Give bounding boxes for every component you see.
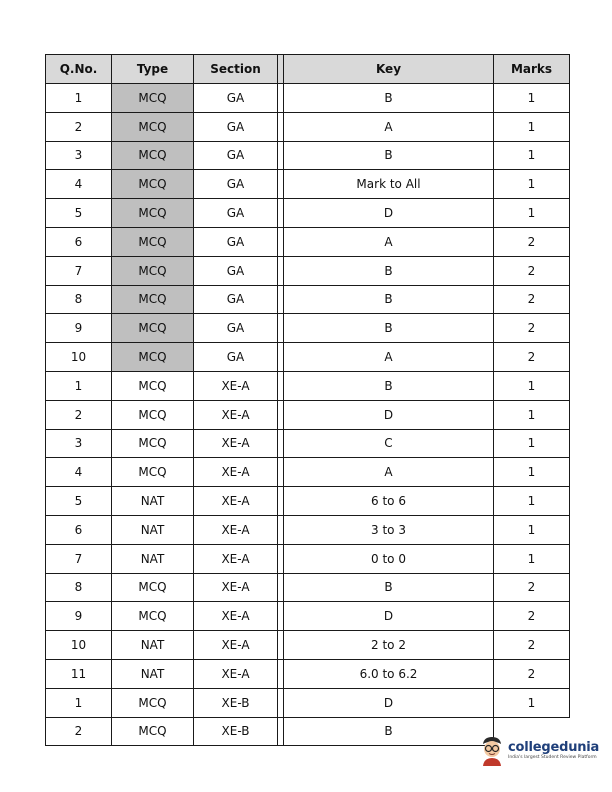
cell-marks: 2 <box>494 343 570 372</box>
cell-key: B <box>284 371 494 400</box>
cell-key: B <box>284 314 494 343</box>
cell-key: B <box>284 141 494 170</box>
cell-type: NAT <box>112 659 194 688</box>
table-row <box>46 371 570 400</box>
cell-section: XE-A <box>194 631 278 660</box>
cell-section: XE-A <box>194 544 278 573</box>
table-row <box>46 515 570 544</box>
cell-qno: 10 <box>46 343 112 372</box>
table-row <box>46 314 570 343</box>
cell-section: XE-A <box>194 458 278 487</box>
cell-type: MCQ <box>112 602 194 631</box>
header-section: Section <box>194 55 278 84</box>
header-type: Type <box>112 55 194 84</box>
cell-section: GA <box>194 199 278 228</box>
cell-marks: 2 <box>494 256 570 285</box>
cell-qno: 9 <box>46 314 112 343</box>
table-row <box>46 429 570 458</box>
cell-section: XE-A <box>194 371 278 400</box>
cell-type: MCQ <box>112 84 194 113</box>
cell-key: A <box>284 227 494 256</box>
cell-section: XE-A <box>194 515 278 544</box>
cell-section: XE-B <box>194 688 278 717</box>
cell-marks: 1 <box>494 688 570 717</box>
cell-key: A <box>284 458 494 487</box>
cell-marks: 2 <box>494 659 570 688</box>
cell-key: D <box>284 400 494 429</box>
cell-qno: 1 <box>46 371 112 400</box>
cell-type: MCQ <box>112 717 194 746</box>
cell-type: MCQ <box>112 688 194 717</box>
cell-marks: 1 <box>494 544 570 573</box>
cell-section: XE-A <box>194 602 278 631</box>
table-row <box>46 544 570 573</box>
cell-marks: 2 <box>494 227 570 256</box>
cell-marks: 1 <box>494 487 570 516</box>
table-row <box>46 256 570 285</box>
cell-type: NAT <box>112 487 194 516</box>
cell-type: MCQ <box>112 371 194 400</box>
cell-key: D <box>284 602 494 631</box>
header-marks: Marks <box>494 55 570 84</box>
cell-key: B <box>284 285 494 314</box>
cell-marks: 1 <box>494 112 570 141</box>
cell-section: GA <box>194 343 278 372</box>
cell-qno: 1 <box>46 84 112 113</box>
cell-type: NAT <box>112 631 194 660</box>
table-row <box>46 227 570 256</box>
cell-key: B <box>284 573 494 602</box>
cell-marks: 2 <box>494 573 570 602</box>
cell-marks: 1 <box>494 458 570 487</box>
cell-marks: 1 <box>494 84 570 113</box>
cell-type: NAT <box>112 515 194 544</box>
answer-key-table <box>45 54 570 746</box>
cell-section: GA <box>194 170 278 199</box>
table-row <box>46 573 570 602</box>
cell-key: B <box>284 84 494 113</box>
cell-key: A <box>284 343 494 372</box>
cell-marks: 1 <box>494 400 570 429</box>
cell-marks: 2 <box>494 602 570 631</box>
table-row <box>46 659 570 688</box>
cell-section: XE-A <box>194 400 278 429</box>
cell-qno: 8 <box>46 573 112 602</box>
cell-key: A <box>284 112 494 141</box>
cell-marks: 2 <box>494 285 570 314</box>
cell-qno: 10 <box>46 631 112 660</box>
cell-qno: 11 <box>46 659 112 688</box>
cell-section: XE-B <box>194 717 278 746</box>
cell-qno: 5 <box>46 487 112 516</box>
cell-type: MCQ <box>112 285 194 314</box>
collegedunia-watermark <box>478 735 608 767</box>
cell-marks: 1 <box>494 199 570 228</box>
cell-marks: 1 <box>494 371 570 400</box>
table-row <box>46 84 570 113</box>
cell-section: GA <box>194 141 278 170</box>
cell-type: MCQ <box>112 314 194 343</box>
cell-qno: 2 <box>46 400 112 429</box>
table-row <box>46 170 570 199</box>
cell-marks: 2 <box>494 631 570 660</box>
cell-qno: 6 <box>46 515 112 544</box>
cell-key: B <box>284 717 494 746</box>
cell-section: GA <box>194 256 278 285</box>
cell-type: MCQ <box>112 400 194 429</box>
cell-type: MCQ <box>112 573 194 602</box>
cell-marks: 1 <box>494 429 570 458</box>
cell-qno: 4 <box>46 170 112 199</box>
cell-type: MCQ <box>112 429 194 458</box>
mascot-icon <box>478 735 506 767</box>
cell-type: MCQ <box>112 227 194 256</box>
table-row <box>46 400 570 429</box>
cell-section: GA <box>194 112 278 141</box>
cell-type: MCQ <box>112 112 194 141</box>
cell-key: 0 to 0 <box>284 544 494 573</box>
cell-qno: 2 <box>46 112 112 141</box>
table-body <box>46 84 570 746</box>
cell-key: D <box>284 199 494 228</box>
cell-qno: 9 <box>46 602 112 631</box>
table-row <box>46 343 570 372</box>
cell-section: GA <box>194 84 278 113</box>
cell-key: Mark to All <box>284 170 494 199</box>
table-row <box>46 688 570 717</box>
cell-section: XE-A <box>194 573 278 602</box>
table-row <box>46 458 570 487</box>
table-row <box>46 631 570 660</box>
cell-marks: 1 <box>494 170 570 199</box>
cell-key: 6 to 6 <box>284 487 494 516</box>
cell-qno: 3 <box>46 429 112 458</box>
cell-key: 2 to 2 <box>284 631 494 660</box>
table-row <box>46 285 570 314</box>
table-row <box>46 112 570 141</box>
cell-qno: 3 <box>46 141 112 170</box>
cell-type: MCQ <box>112 199 194 228</box>
cell-type: MCQ <box>112 343 194 372</box>
cell-type: NAT <box>112 544 194 573</box>
cell-type: MCQ <box>112 170 194 199</box>
cell-type: MCQ <box>112 256 194 285</box>
cell-section: GA <box>194 314 278 343</box>
cell-key: B <box>284 256 494 285</box>
brand-name: collegedunia <box>508 740 600 756</box>
cell-qno: 6 <box>46 227 112 256</box>
cell-qno: 1 <box>46 688 112 717</box>
cell-section: GA <box>194 227 278 256</box>
table-header-row <box>46 55 570 84</box>
header-qno: Q.No. <box>46 55 112 84</box>
cell-marks: 1 <box>494 515 570 544</box>
cell-qno: 5 <box>46 199 112 228</box>
table-row <box>46 487 570 516</box>
cell-marks: 2 <box>494 314 570 343</box>
table-row <box>46 199 570 228</box>
cell-key: 6.0 to 6.2 <box>284 659 494 688</box>
cell-key: 3 to 3 <box>284 515 494 544</box>
cell-key: D <box>284 688 494 717</box>
table-row <box>46 602 570 631</box>
table-row <box>46 141 570 170</box>
cell-qno: 7 <box>46 256 112 285</box>
cell-type: MCQ <box>112 141 194 170</box>
cell-section: XE-A <box>194 429 278 458</box>
cell-section: XE-A <box>194 659 278 688</box>
cell-qno: 7 <box>46 544 112 573</box>
cell-marks: 1 <box>494 141 570 170</box>
cell-section: GA <box>194 285 278 314</box>
brand-tagline: India's largest Student Review Platform <box>508 755 597 761</box>
cell-qno: 4 <box>46 458 112 487</box>
cell-key: C <box>284 429 494 458</box>
cell-qno: 8 <box>46 285 112 314</box>
cell-section: XE-A <box>194 487 278 516</box>
cell-type: MCQ <box>112 458 194 487</box>
header-key: Key <box>284 55 494 84</box>
cell-qno: 2 <box>46 717 112 746</box>
